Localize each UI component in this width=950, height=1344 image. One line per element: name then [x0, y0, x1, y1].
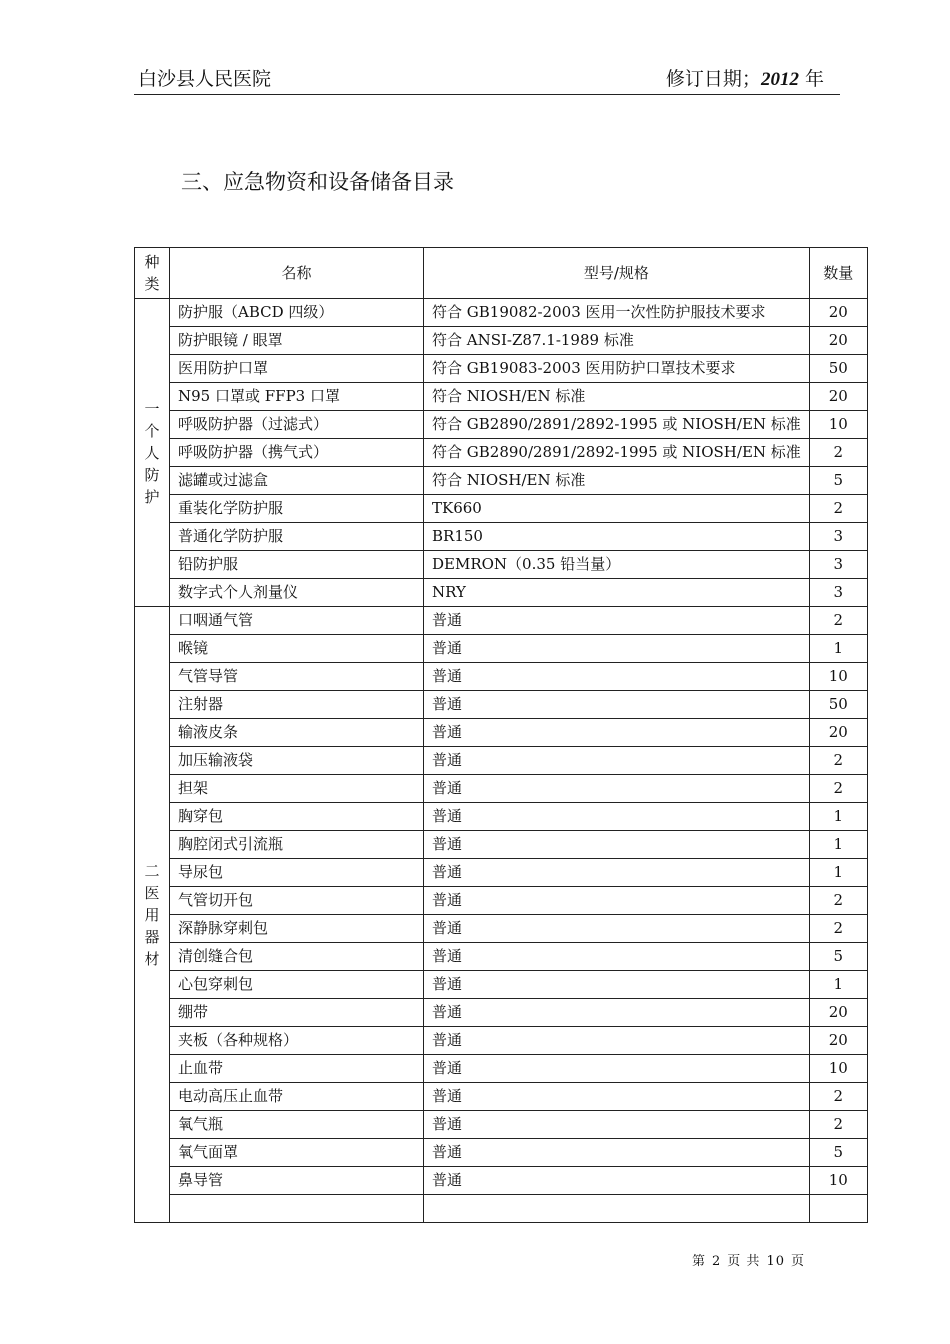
- item-qty-cell: 3: [809, 523, 867, 551]
- table-row: [135, 299, 868, 327]
- item-name-cell: 输液皮条: [170, 719, 424, 747]
- item-name-cell: 深静脉穿刺包: [170, 915, 424, 943]
- footer-page-current: 2: [712, 1254, 722, 1269]
- table-row: [135, 1111, 868, 1139]
- item-name-cell: 滤罐或过滤盒: [170, 467, 424, 495]
- item-name-cell: 普通化学防护服: [170, 523, 424, 551]
- category-cell: [135, 607, 170, 1223]
- item-qty-cell: 50: [809, 691, 867, 719]
- item-spec-cell: [424, 1195, 810, 1223]
- table-row: [135, 831, 868, 859]
- item-qty-cell: 10: [809, 411, 867, 439]
- item-qty-cell: 1: [809, 831, 867, 859]
- item-qty-cell: 2: [809, 1083, 867, 1111]
- section-title: 三、应急物资和设备储备目录: [181, 170, 454, 194]
- item-spec-cell: 普通: [424, 999, 810, 1027]
- item-qty-cell: 1: [809, 803, 867, 831]
- table-row: [135, 523, 868, 551]
- item-spec-cell: 符合 GB2890/2891/2892-1995 或 NIOSH/EN 标准: [424, 439, 810, 467]
- table-row: [135, 1139, 868, 1167]
- header-spec: 型号/规格: [424, 248, 810, 299]
- item-qty-cell: 5: [809, 943, 867, 971]
- item-name-cell: 胸穿包: [170, 803, 424, 831]
- table-row: [135, 747, 868, 775]
- item-qty-cell: 2: [809, 915, 867, 943]
- item-name-cell: 夹板（各种规格）: [170, 1027, 424, 1055]
- revision-date: [666, 64, 824, 91]
- category-label: 一个人防护: [144, 399, 160, 506]
- item-qty-cell: 20: [809, 999, 867, 1027]
- item-spec-cell: 符合 ANSI-Z87.1-1989 标准: [424, 327, 810, 355]
- category-cell: [135, 299, 170, 607]
- item-name-cell: 清创缝合包: [170, 943, 424, 971]
- item-qty-cell: 20: [809, 299, 867, 327]
- table-row: [135, 803, 868, 831]
- item-qty-cell: 3: [809, 579, 867, 607]
- item-name-cell: 数字式个人剂量仪: [170, 579, 424, 607]
- item-spec-cell: 符合 NIOSH/EN 标准: [424, 383, 810, 411]
- item-qty-cell: 3: [809, 551, 867, 579]
- item-spec-cell: 普通: [424, 691, 810, 719]
- table-row: [135, 1195, 868, 1223]
- item-qty-cell: 1: [809, 635, 867, 663]
- table-body: [135, 299, 868, 1223]
- item-spec-cell: 普通: [424, 831, 810, 859]
- item-spec-cell: 普通: [424, 1139, 810, 1167]
- item-qty-cell: 5: [809, 467, 867, 495]
- footer-suffix: 页: [790, 1254, 805, 1269]
- item-spec-cell: 普通: [424, 1027, 810, 1055]
- table-row: [135, 383, 868, 411]
- table-row: [135, 495, 868, 523]
- table-row: [135, 327, 868, 355]
- item-qty-cell: 10: [809, 1167, 867, 1195]
- item-qty-cell: 2: [809, 607, 867, 635]
- item-name-cell: 重装化学防护服: [170, 495, 424, 523]
- page-header: [134, 62, 840, 95]
- item-name-cell: 医用防护口罩: [170, 355, 424, 383]
- hospital-name: 白沙县人民医院: [138, 68, 272, 90]
- table-row: [135, 999, 868, 1027]
- table-row: [135, 1027, 868, 1055]
- table-row: [135, 1055, 868, 1083]
- table-row: [135, 355, 868, 383]
- page-footer: [689, 1250, 808, 1269]
- item-name-cell: N95 口罩或 FFP3 口罩: [170, 383, 424, 411]
- item-name-cell: 加压输液袋: [170, 747, 424, 775]
- footer-prefix: 第: [692, 1254, 707, 1269]
- item-name-cell: 防护服（ABCD 四级）: [170, 299, 424, 327]
- item-spec-cell: 普通: [424, 859, 810, 887]
- footer-mid: 页 共: [727, 1254, 761, 1269]
- item-qty-cell: 20: [809, 1027, 867, 1055]
- item-name-cell: 担架: [170, 775, 424, 803]
- item-spec-cell: DEMRON（0.35 铅当量）: [424, 551, 810, 579]
- item-spec-cell: 普通: [424, 803, 810, 831]
- item-spec-cell: 普通: [424, 607, 810, 635]
- item-spec-cell: BR150: [424, 523, 810, 551]
- item-qty-cell: 2: [809, 439, 867, 467]
- item-name-cell: 导尿包: [170, 859, 424, 887]
- table-row: [135, 635, 868, 663]
- item-spec-cell: 普通: [424, 719, 810, 747]
- item-name-cell: 气管切开包: [170, 887, 424, 915]
- item-qty-cell: 50: [809, 355, 867, 383]
- header-qty: 数量: [809, 248, 867, 299]
- item-spec-cell: 普通: [424, 775, 810, 803]
- item-name-cell: 绷带: [170, 999, 424, 1027]
- item-spec-cell: 普通: [424, 1167, 810, 1195]
- item-spec-cell: 普通: [424, 663, 810, 691]
- table-row: [135, 439, 868, 467]
- table-row: [135, 691, 868, 719]
- item-name-cell: 喉镜: [170, 635, 424, 663]
- revision-year: 2012: [760, 69, 799, 90]
- item-qty-cell: 2: [809, 495, 867, 523]
- table-row: [135, 775, 868, 803]
- item-spec-cell: 普通: [424, 747, 810, 775]
- item-qty-cell: 10: [809, 663, 867, 691]
- header-category: 种类: [135, 248, 170, 299]
- item-name-cell: 氧气面罩: [170, 1139, 424, 1167]
- table-row: [135, 719, 868, 747]
- item-spec-cell: 普通: [424, 915, 810, 943]
- item-name-cell: 呼吸防护器（过滤式）: [170, 411, 424, 439]
- item-name-cell: 胸腔闭式引流瓶: [170, 831, 424, 859]
- item-qty-cell: 2: [809, 747, 867, 775]
- item-spec-cell: NRY: [424, 579, 810, 607]
- item-spec-cell: 符合 GB19082-2003 医用一次性防护服技术要求: [424, 299, 810, 327]
- table-row: [135, 1083, 868, 1111]
- item-name-cell: 止血带: [170, 1055, 424, 1083]
- item-qty-cell: 20: [809, 719, 867, 747]
- table-row: [135, 663, 868, 691]
- item-name-cell: 铅防护服: [170, 551, 424, 579]
- table-row: [135, 859, 868, 887]
- item-spec-cell: TK660: [424, 495, 810, 523]
- table-row: [135, 467, 868, 495]
- item-spec-cell: 普通: [424, 887, 810, 915]
- item-spec-cell: 符合 GB2890/2891/2892-1995 或 NIOSH/EN 标准: [424, 411, 810, 439]
- item-name-cell: 电动高压止血带: [170, 1083, 424, 1111]
- footer-page-total: 10: [766, 1254, 785, 1269]
- item-qty-cell: 1: [809, 859, 867, 887]
- item-spec-cell: 普通: [424, 943, 810, 971]
- item-spec-cell: 符合 GB19083-2003 医用防护口罩技术要求: [424, 355, 810, 383]
- item-spec-cell: 普通: [424, 1055, 810, 1083]
- table-row: [135, 1167, 868, 1195]
- item-spec-cell: 普通: [424, 635, 810, 663]
- table-row: [135, 579, 868, 607]
- item-qty-cell: 20: [809, 383, 867, 411]
- item-name-cell: 口咽通气管: [170, 607, 424, 635]
- revision-unit: 年: [804, 68, 824, 90]
- table-row: [135, 411, 868, 439]
- item-qty-cell: [809, 1195, 867, 1223]
- table-row: [135, 915, 868, 943]
- item-name-cell: 鼻导管: [170, 1167, 424, 1195]
- item-qty-cell: 1: [809, 971, 867, 999]
- inventory-table: [134, 247, 868, 1223]
- item-spec-cell: 普通: [424, 1111, 810, 1139]
- header-name: 名称: [170, 248, 424, 299]
- item-name-cell: 心包穿刺包: [170, 971, 424, 999]
- item-qty-cell: 10: [809, 1055, 867, 1083]
- revision-label: 修订日期；: [665, 68, 761, 90]
- item-spec-cell: 普通: [424, 971, 810, 999]
- item-qty-cell: 2: [809, 887, 867, 915]
- table-header-row: [135, 248, 868, 299]
- item-name-cell: 气管导管: [170, 663, 424, 691]
- item-spec-cell: 普通: [424, 1083, 810, 1111]
- item-qty-cell: 2: [809, 1111, 867, 1139]
- item-name-cell: 防护眼镜 / 眼罩: [170, 327, 424, 355]
- category-label: 二医用器材: [144, 861, 160, 968]
- table-row: [135, 971, 868, 999]
- table-row: [135, 551, 868, 579]
- table-row: [135, 943, 868, 971]
- item-name-cell: 注射器: [170, 691, 424, 719]
- table-row: [135, 607, 868, 635]
- item-spec-cell: 符合 NIOSH/EN 标准: [424, 467, 810, 495]
- item-qty-cell: 5: [809, 1139, 867, 1167]
- table-row: [135, 887, 868, 915]
- item-qty-cell: 2: [809, 775, 867, 803]
- item-name-cell: [170, 1195, 424, 1223]
- item-name-cell: 呼吸防护器（携气式）: [170, 439, 424, 467]
- item-qty-cell: 20: [809, 327, 867, 355]
- item-name-cell: 氧气瓶: [170, 1111, 424, 1139]
